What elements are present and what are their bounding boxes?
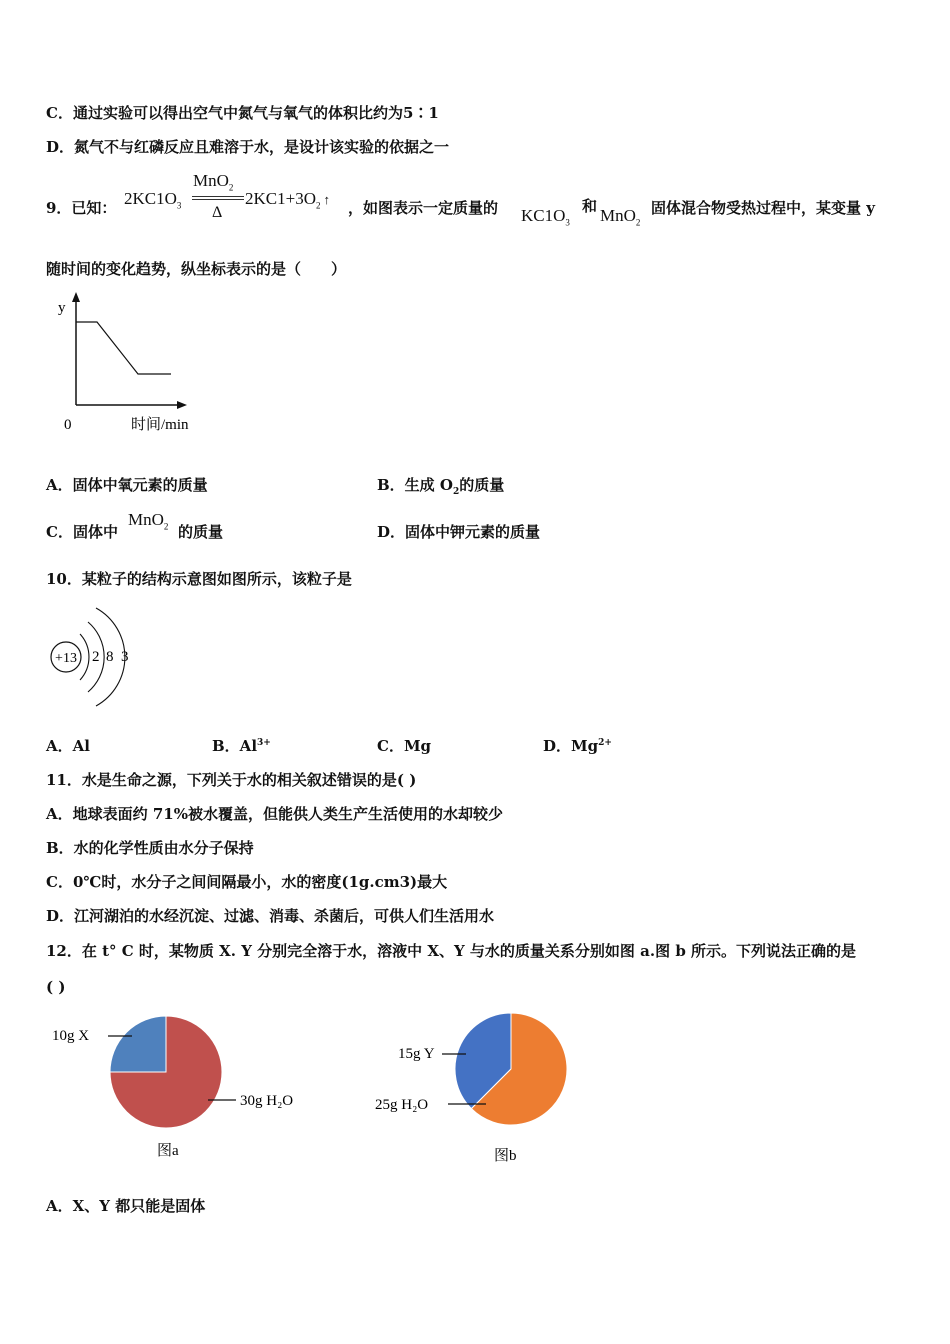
- q9-kclo3: $KC1O_3$: [521, 206, 570, 228]
- shell-2-electrons: 8: [106, 649, 114, 665]
- pie-a-caption: 图a: [157, 1143, 179, 1159]
- q10-option-d: D．$Mg^{2+}$: [543, 737, 612, 755]
- q9-mno2: MnO$_2$: [600, 206, 641, 228]
- eq-catalyst: MnO$_2$: [193, 171, 234, 193]
- q9-option-a: A．固体中氧元素的质量: [46, 476, 208, 494]
- q9-tail: 固体混合物受热过程中，某变量 y: [651, 199, 875, 217]
- pie-b-caption: 图b: [494, 1148, 517, 1164]
- pie-chart-a: [40, 1008, 340, 1178]
- q12-option-a: A．X、Y 都只能是固体: [46, 1197, 206, 1215]
- q9-option-b: B．生成 $O_2$的质量: [377, 476, 505, 497]
- q9-stem-line2: 随时间的变化趋势，纵坐标表示的是（ ）: [46, 260, 347, 278]
- graph-y-arrow: [72, 292, 80, 302]
- graph-origin-label: 0: [64, 417, 72, 433]
- q9-and: 和: [582, 197, 598, 215]
- eq-right: $2KC1+3O_2$ ↑: [245, 189, 330, 211]
- eq-delta: Δ: [212, 204, 223, 221]
- pie-a-label-x: 10g X: [52, 1028, 90, 1044]
- shell-1-electrons: 2: [92, 649, 100, 665]
- pie-chart-b: [370, 1008, 610, 1178]
- q10-stem: 10．某粒子的结构示意图如图所示，该粒子是: [46, 570, 352, 588]
- nucleus-charge: +13: [55, 651, 77, 666]
- pie-b-label-y: 15g Y: [398, 1046, 435, 1062]
- eq-bar-bottom: [192, 199, 244, 200]
- q12-stem: 12．在 t° C 时，某物质 X. Y 分别完全溶于水，溶液中 X、Y 与水的质量关系分别如图 a.图 b 所示。下列说法正确的是: [46, 942, 857, 960]
- q11-option-c: C．0℃时，水分子之间间隔最小，水的密度(1g.cm3)最大: [46, 873, 448, 891]
- q10-atom-diagram: [46, 600, 146, 710]
- q10-option-a: A．Al: [46, 737, 90, 755]
- pie-a-label-water: 30g H₂O: [240, 1093, 294, 1109]
- q9-option-d: D．固体中钾元素的质量: [377, 523, 541, 541]
- q12-paren: ( ): [46, 978, 66, 996]
- graph-y-label: y: [58, 300, 66, 316]
- eq-bar-top: [192, 196, 244, 197]
- q10-option-b: B．$Al^{3+}$: [212, 737, 271, 755]
- q11-option-a: A．地球表面约 71%被水覆盖，但能供人类生产生活使用的水却较少: [46, 805, 503, 823]
- pie-a-slice-x: [110, 1016, 166, 1072]
- shell-3-electrons: 3: [121, 649, 129, 665]
- q11-stem: 11．水是生命之源，下列关于水的相关叙述错误的是( ): [46, 771, 417, 789]
- q9-option-c-chem: MnO$_2$: [128, 510, 169, 532]
- eq-left: $2KC1O_3$: [124, 189, 182, 211]
- q9-mid-text: ，如图表示一定质量的: [348, 199, 499, 217]
- q8-option-c: C．通过实验可以得出空气中氮气与氧气的体积比约为5∶1: [46, 104, 439, 122]
- pie-b-label-water: 25g H₂O: [375, 1097, 429, 1113]
- graph-x-arrow: [177, 401, 187, 409]
- q11-option-b: B．水的化学性质由水分子保持: [46, 839, 254, 857]
- q8-option-d: D．氮气不与红磷反应且难溶于水，是设计该实验的依据之一: [46, 138, 450, 156]
- graph-curve: [76, 322, 171, 374]
- q11-option-d: D．江河湖泊的水经沉淀、过滤、消毒、杀菌后，可供人们生活用水: [46, 907, 495, 925]
- graph-x-label: 时间/min: [131, 417, 189, 433]
- q10-option-c: C．Mg: [377, 737, 432, 755]
- q9-option-c-pre: C．固体中: [46, 523, 118, 541]
- q9-prefix: 9．已知：: [46, 199, 117, 217]
- q9-graph: [50, 290, 210, 440]
- q9-option-c-post: 的质量: [178, 523, 224, 541]
